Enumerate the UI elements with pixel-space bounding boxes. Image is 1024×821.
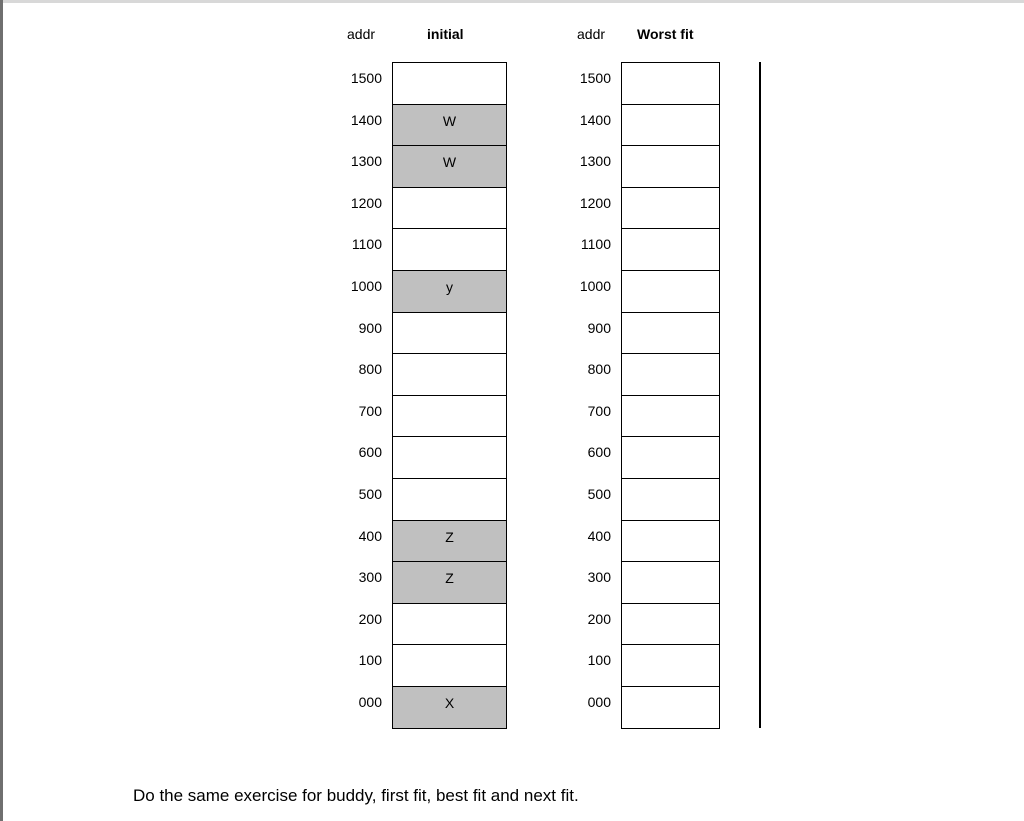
addr-label-left: 1400 [350,112,382,128]
worst-fit-header: Worst fit [637,26,694,42]
page-left-edge [0,0,3,821]
initial-cell [392,62,507,105]
instruction-text: Do the same exercise for buddy, first fit, best fit and next fit. [133,786,579,805]
addr-label-left: 1200 [350,195,382,211]
initial-cell [392,603,507,645]
worst-fit-cell[interactable] [621,187,720,229]
worst-fit-cell[interactable] [621,312,720,354]
initial-header: initial [427,26,464,42]
initial-cell [392,644,507,687]
worst-fit-cell[interactable] [621,62,720,105]
worst-fit-cell[interactable] [621,436,720,479]
initial-cell: Z [392,561,507,604]
initial-cell [392,228,507,271]
addr-label-left: 800 [358,361,382,377]
addr-label-left: 900 [358,320,382,336]
addr-label-right: 700 [587,403,611,419]
addr-label-left: 700 [358,403,382,419]
addr-label-right: 200 [587,611,611,627]
initial-cell [392,187,507,229]
addr-header-right: addr [577,26,606,42]
initial-cell: y [392,270,507,313]
initial-cell: W [392,145,507,188]
worst-fit-cell[interactable] [621,395,720,437]
addr-label-right: 900 [587,320,611,336]
addr-label-right: 1100 [580,236,611,252]
vertical-divider [759,62,761,728]
addr-label-left: 400 [358,528,382,544]
initial-cell: Z [392,520,507,562]
initial-cell [392,395,507,437]
initial-cell [392,312,507,354]
addr-label-right: 600 [587,444,611,460]
page-top-edge [3,0,1024,3]
addr-label-right: 1000 [579,278,611,294]
worst-fit-cell[interactable] [621,478,720,521]
worst-fit-cell[interactable] [621,104,720,146]
addr-label-left: 200 [358,611,382,627]
addr-header-left: addr [347,26,376,42]
initial-cell [392,436,507,479]
addr-label-right: 1300 [579,153,611,169]
addr-label-left: 1100 [351,236,382,252]
addr-label-right: 100 [587,652,611,668]
addr-label-left: 000 [358,694,382,710]
addr-label-right: 300 [587,569,611,585]
addr-label-right: 500 [587,486,611,502]
addr-label-right: 1500 [579,70,611,86]
worst-fit-cell[interactable] [621,603,720,645]
worst-fit-cell[interactable] [621,270,720,313]
addr-label-left: 1300 [350,153,382,169]
addr-label-left: 600 [358,444,382,460]
worst-fit-cell[interactable] [621,644,720,687]
worst-fit-cell[interactable] [621,686,720,729]
addr-label-left: 1000 [350,278,382,294]
worst-fit-cell[interactable] [621,561,720,604]
addr-label-left: 300 [358,569,382,585]
initial-cell: X [392,686,507,729]
worst-fit-cell[interactable] [621,353,720,396]
addr-label-left: 100 [358,652,382,668]
initial-cell [392,353,507,396]
addr-label-right: 400 [587,528,611,544]
worst-fit-cell[interactable] [621,228,720,271]
worst-fit-cell[interactable] [621,520,720,562]
initial-cell: W [392,104,507,146]
worst-fit-cell[interactable] [621,145,720,188]
addr-label-left: 500 [358,486,382,502]
addr-label-right: 800 [587,361,611,377]
addr-label-right: 1200 [579,195,611,211]
addr-label-right: 000 [587,694,611,710]
addr-label-right: 1400 [579,112,611,128]
addr-label-left: 1500 [350,70,382,86]
initial-cell [392,478,507,521]
